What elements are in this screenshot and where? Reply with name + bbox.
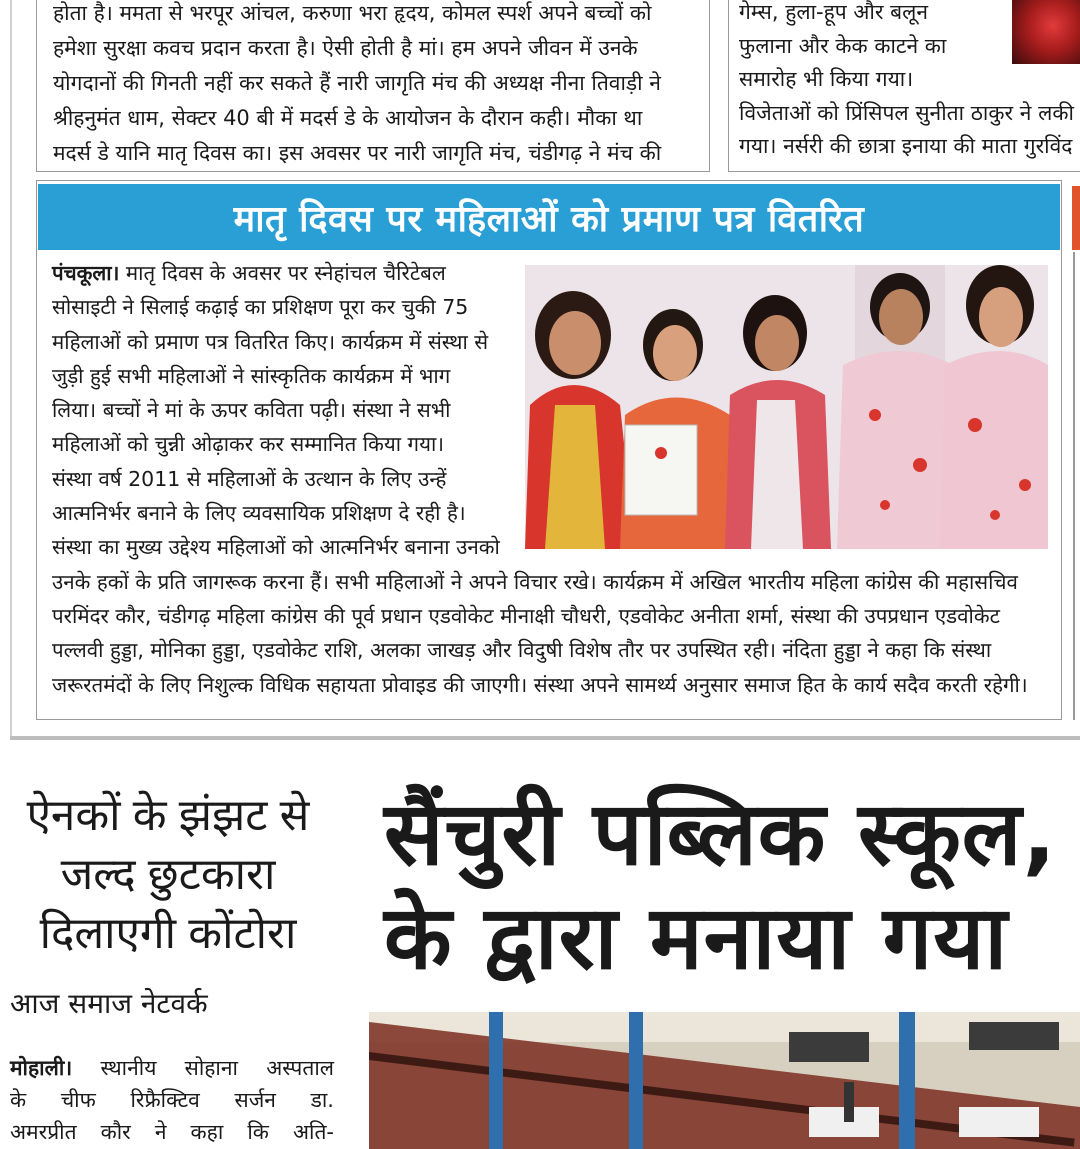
text-line: आत्मनिर्भर बनाने के लिए व्यवसायिक प्रशिक्षण दे रही है। — [52, 501, 466, 526]
top-right-photo — [1012, 0, 1080, 64]
text-line: सोसाइटी ने सिलाई कढ़ाई का प्रशिक्षण पूरा कर चुकी 75 — [52, 295, 469, 320]
text-line: उनके हकों के प्रति जागरूक करना हैं। सभी महिलाओं ने अपने विचार रखे। कार्यक्रम में अखिल भारतीय महिला कांग्रेस की महासचिव — [52, 569, 1018, 594]
text-line — [10, 1052, 334, 1084]
text-line: श्रीहनुमंत धाम, सेक्टर 40 बी में मदर्स डे के आयोजन के दौरान कही। मौका था — [53, 106, 643, 130]
text-line: विजेताओं को प्रिंसिपल सुनीता ठाकुर ने लकी — [739, 100, 1074, 125]
text-line-content: स्थानीय सोहाना अस्पताल — [100, 1056, 334, 1080]
page-edge-line — [10, 0, 12, 740]
top-left-article — [36, 0, 710, 172]
text-line: के चीफ रिफ्रैक्टिव सर्जन डा. — [10, 1088, 334, 1112]
left-article-headline — [0, 786, 336, 963]
headline-line: सैंचुरी पब्लिक स्कूल, — [384, 782, 1057, 885]
text-line: महिलाओं को चुन्नी ओढ़ाकर कर सम्मानित किया गया। — [52, 432, 445, 457]
adjacent-article-frame-edge — [1073, 252, 1075, 720]
text-line: पल्लवी हुड्डा, मोनिका हुड्डा, एडवोकेट राशि, अलका जाखड़ और विदुषी विशेष तौर पर उपस्थित रही। नंदिता हुड्डा ने कहा कि संस्था — [52, 638, 992, 663]
adjacent-article-banner-edge — [1072, 186, 1080, 250]
main-article-headline-banner — [38, 184, 1060, 250]
text-line: मदर्स डे यानि मातृ दिवस का। इस अवसर पर नारी जागृति मंच, चंडीगढ़ ने मंच की — [53, 141, 662, 165]
section-divider — [10, 736, 1080, 740]
text-line: होता है। ममता से भरपूर आंचल, करुणा भरा हृदय, कोमल स्पर्श अपने बच्चों को — [53, 1, 652, 25]
text-line: गेम्स, हुला-हूप और बलून — [739, 0, 928, 24]
text-line-content: मातृ दिवस के अवसर पर स्नेहांचल चैरिटेबल — [125, 261, 446, 285]
main-article-dateline: पंचकूला। — [52, 261, 120, 285]
top-left-article-text — [53, 0, 661, 171]
group-photo-illustration — [525, 265, 1048, 549]
text-line: संस्था वर्ष 2011 से महिलाओं के उत्थान के लिए उन्हें — [52, 466, 447, 491]
left-article-dateline: मोहाली। — [10, 1056, 73, 1080]
big-article-headline — [384, 782, 1057, 990]
text-line: महिलाओं को प्रमाण पत्र वितरित किए। कार्यक्रम में संस्था से — [52, 329, 489, 354]
school-building-photo — [369, 1012, 1080, 1149]
headline-line: जल्द छुटकारा — [60, 850, 276, 899]
text-line: फुलाना और केक काटने का — [739, 33, 947, 58]
text-line: जरूरतमंदों के लिए निशुल्क विधिक सहायता प्रोवाइड की जाएगी। संस्था अपने सामर्थ्य अनुसार समाज हित के कार्य सदैव करती रहेगी। — [52, 672, 1028, 697]
text-line: गया। नर्सरी की छात्रा इनाया की माता गुरविंद — [739, 134, 1073, 158]
text-line: संस्था का मुख्य उद्देश्य महिलाओं को आत्मनिर्भर बनाना उनको — [52, 535, 500, 560]
text-line: अमरप्रीत कौर ने कहा कि अति- — [10, 1120, 334, 1144]
text-line: लिया। बच्चों ने मां के ऊपर कविता पढ़ी। संस्था ने सभी — [52, 398, 451, 423]
text-line: परमिंदर कौर, चंडीगढ़ महिला कांग्रेस की पूर्व प्रधान एडवोकेट मीनाक्षी चौधरी, एडवोकेट अनीता शर्मा, संस्था की उपप्रधान एडवोकेट — [52, 603, 1000, 628]
left-article-byline: आज समाज नेटवर्क — [10, 987, 208, 1020]
headline-line: के द्वारा मनाया गया — [384, 886, 1009, 989]
text-line: जुड़ी हुई सभी महिलाओं ने सांस्कृतिक कार्यक्रम में भाग — [52, 363, 451, 388]
certificate-distribution-photo — [525, 265, 1048, 549]
main-article-headline: मातृ दिवस पर महिलाओं को प्रमाण पत्र वितरित — [233, 198, 865, 240]
text-line: हमेशा सुरक्षा कवच प्रदान करता है। ऐसी होती है मां। हम अपने जीवन में उनके — [53, 36, 638, 60]
school-building-illustration — [369, 1012, 1080, 1149]
text-line: समारोह भी किया गया। — [739, 67, 914, 91]
text-line: योगदानों की गिनती नहीं कर सकते हैं नारी जागृति मंच की अध्यक्ष नीना तिवाड़ी ने — [53, 71, 661, 95]
headline-line: ऐनकों के झंझट से — [26, 791, 310, 840]
headline-line: दिलाएगी कोंटोरा — [39, 909, 297, 958]
left-article-body — [10, 1052, 334, 1148]
